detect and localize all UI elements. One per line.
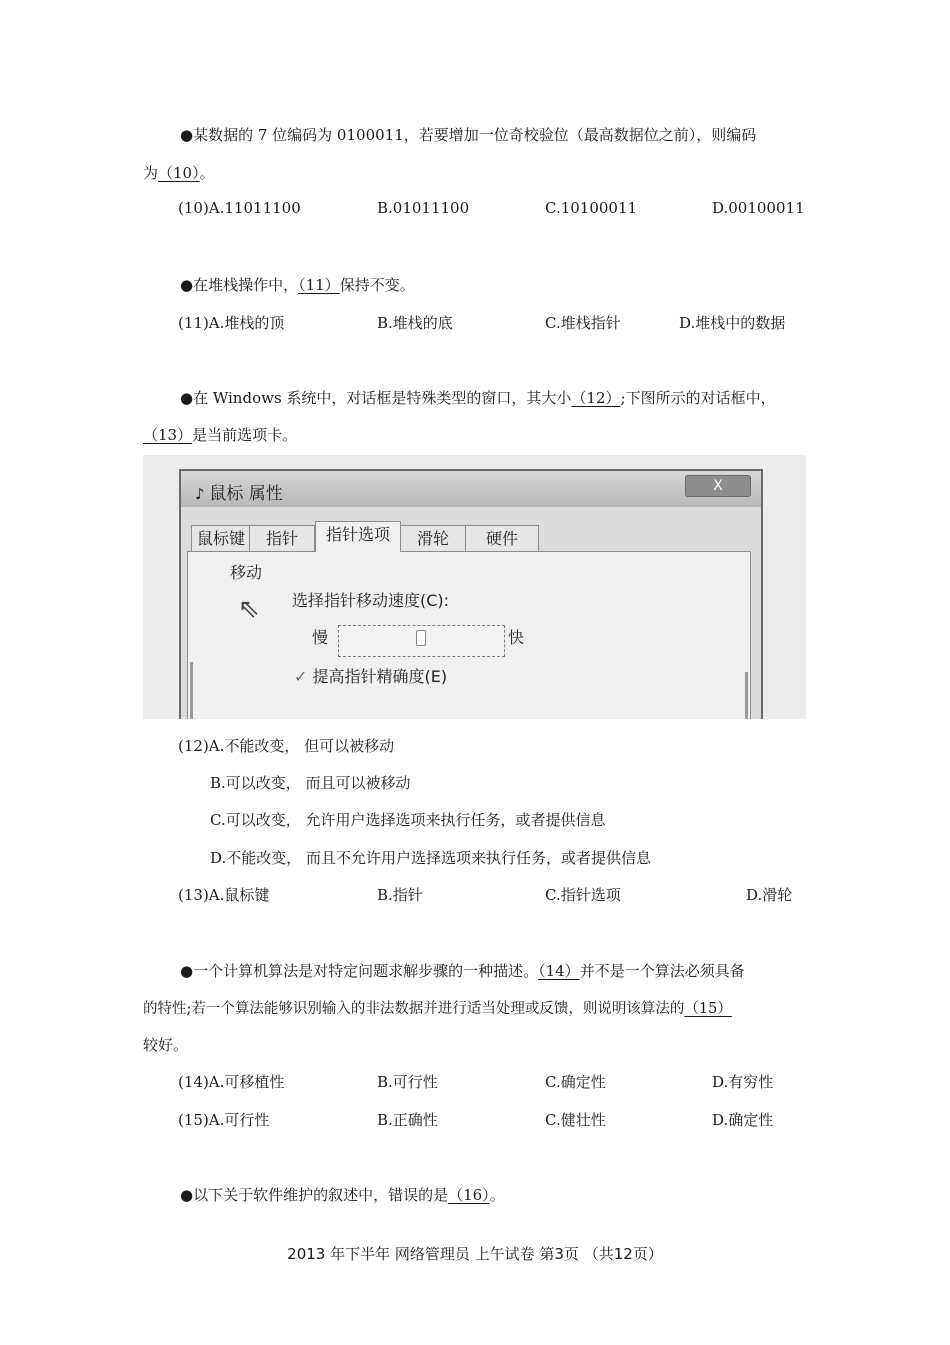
q16-stem <box>180 1184 505 1205</box>
q11-option-c: C.堆栈指针 <box>545 314 621 332</box>
cursor-arrow-icon: ⇖ <box>238 594 260 624</box>
q13-line2 <box>143 424 297 445</box>
q12-option-b: B.可以改变， 而且可以被移动 <box>210 774 411 792</box>
q11-stem <box>180 274 415 295</box>
q13-option-c: C.指针选项 <box>545 886 621 904</box>
q12-option-a: (12)A.不能改变， 但可以被移动 <box>178 737 395 755</box>
tab-pointer[interactable]: 指针 <box>249 525 315 552</box>
q15-line3: 较好。 <box>143 1036 189 1054</box>
q10-blank: （10） <box>158 164 200 182</box>
checkmark-icon: ✓ <box>294 667 313 686</box>
q11-post: 保持不变。 <box>339 276 415 294</box>
q12-line1 <box>180 387 776 408</box>
q12-blank: （12） <box>571 389 621 407</box>
precision-label: 提高指针精确度(E) <box>312 667 448 686</box>
q15-option-a: (15)A.可行性 <box>178 1111 270 1129</box>
q15-line2 <box>143 997 732 1018</box>
q12-option-c: C.可以改变， 允许用户选择选项来执行任务，或者提供信息 <box>210 811 606 829</box>
speed-label: 选择指针移动速度(C): <box>292 591 450 610</box>
dialog-screenshot <box>143 455 806 719</box>
pointer-options-panel <box>187 551 751 719</box>
q14-option-d: D.有穷性 <box>712 1073 774 1091</box>
q11-option-d: D.堆栈中的数据 <box>679 314 786 332</box>
q10-line2 <box>143 162 215 183</box>
tab-mouse-keys[interactable]: 鼠标键 <box>191 525 251 552</box>
tab-bar <box>191 521 751 551</box>
q15-line2-pre: 的特性;若一个算法能够识别输入的非法数据并进行适当处理或反馈，则说明该算法的 <box>143 1001 685 1017</box>
q14-line1-post: 并不是一个算法必须具备 <box>579 962 745 980</box>
q15-blank: （15） <box>684 1001 732 1017</box>
page-footer: 2013 年下半年 网络管理员 上午试卷 第3页 （共12页） <box>287 1245 663 1263</box>
q14-option-a: (14)A.可移植性 <box>178 1073 285 1091</box>
q14-blank: （14） <box>538 962 580 980</box>
q11-blank: （11） <box>298 276 340 294</box>
q14-option-b: B.可行性 <box>377 1073 438 1091</box>
q15-option-c: C.健壮性 <box>545 1111 606 1129</box>
q15-option-d: D.确定性 <box>712 1111 774 1129</box>
section-motion-label: 移动 <box>230 563 263 582</box>
q12-line1-post: ;下图所示的对话框中， <box>620 389 776 407</box>
q16-blank: （16） <box>448 1186 490 1204</box>
slider-thumb[interactable] <box>416 630 426 646</box>
q15-option-b: B.正确性 <box>377 1111 438 1129</box>
close-button[interactable]: X <box>685 475 751 497</box>
mouse-properties-window <box>179 469 763 719</box>
q13-option-b: B.指针 <box>377 886 423 904</box>
tab-hardware[interactable]: 硬件 <box>465 525 539 552</box>
q11-option-b: B.堆栈的底 <box>377 314 453 332</box>
q16-pre: ●以下关于软件维护的叙述中，错误的是 <box>180 1186 449 1204</box>
left-scroll-edge <box>190 662 193 719</box>
window-title <box>195 479 283 504</box>
q13-blank: （13） <box>143 426 193 444</box>
q13-option-d: D.滑轮 <box>746 886 793 904</box>
slow-label: 慢 <box>312 628 329 647</box>
q10-option-c: C.10100011 <box>545 199 638 217</box>
q10-line1: ●某数据的 7 位编码为 0100011，若要增加一位奇校验位（最高数据位之前），则编码 <box>180 126 757 144</box>
right-scroll-edge <box>745 672 748 719</box>
precision-checkbox[interactable] <box>294 664 447 687</box>
window-titlebar <box>181 471 761 507</box>
speed-slider[interactable] <box>338 625 505 657</box>
mouse-icon: ♪ <box>195 485 210 503</box>
q10-option-a: (10)A.11011100 <box>178 199 301 217</box>
q10-option-b: B.01011100 <box>377 199 470 217</box>
q13-line2-post: 是当前选项卡。 <box>192 426 298 444</box>
tab-wheel[interactable]: 滑轮 <box>399 525 467 552</box>
q12-line1-pre: ●在 Windows 系统中，对话框是特殊类型的窗口，其大小 <box>180 389 572 407</box>
q14-option-c: C.确定性 <box>545 1073 606 1091</box>
q13-option-a: (13)A.鼠标键 <box>178 886 270 904</box>
q11-pre: ●在堆栈操作中， <box>180 276 299 294</box>
q10-line2-post: 。 <box>199 164 215 182</box>
q10-option-d: D.00100011 <box>712 199 805 217</box>
tab-pointer-options[interactable]: 指针选项 <box>315 521 401 552</box>
window-title-text: 鼠标 属性 <box>209 484 283 504</box>
q14-line1-pre: ●一个计算机算法是对特定问题求解步骤的一种描述。 <box>180 962 539 980</box>
q14-line1 <box>180 960 745 981</box>
q10-line2-pre: 为 <box>143 164 159 182</box>
q11-option-a: (11)A.堆栈的顶 <box>178 314 285 332</box>
q12-option-d: D.不能改变， 而且不允许用户选择选项来执行任务，或者提供信息 <box>210 849 652 867</box>
q16-post: 。 <box>489 1186 505 1204</box>
fast-label: 快 <box>508 628 525 647</box>
